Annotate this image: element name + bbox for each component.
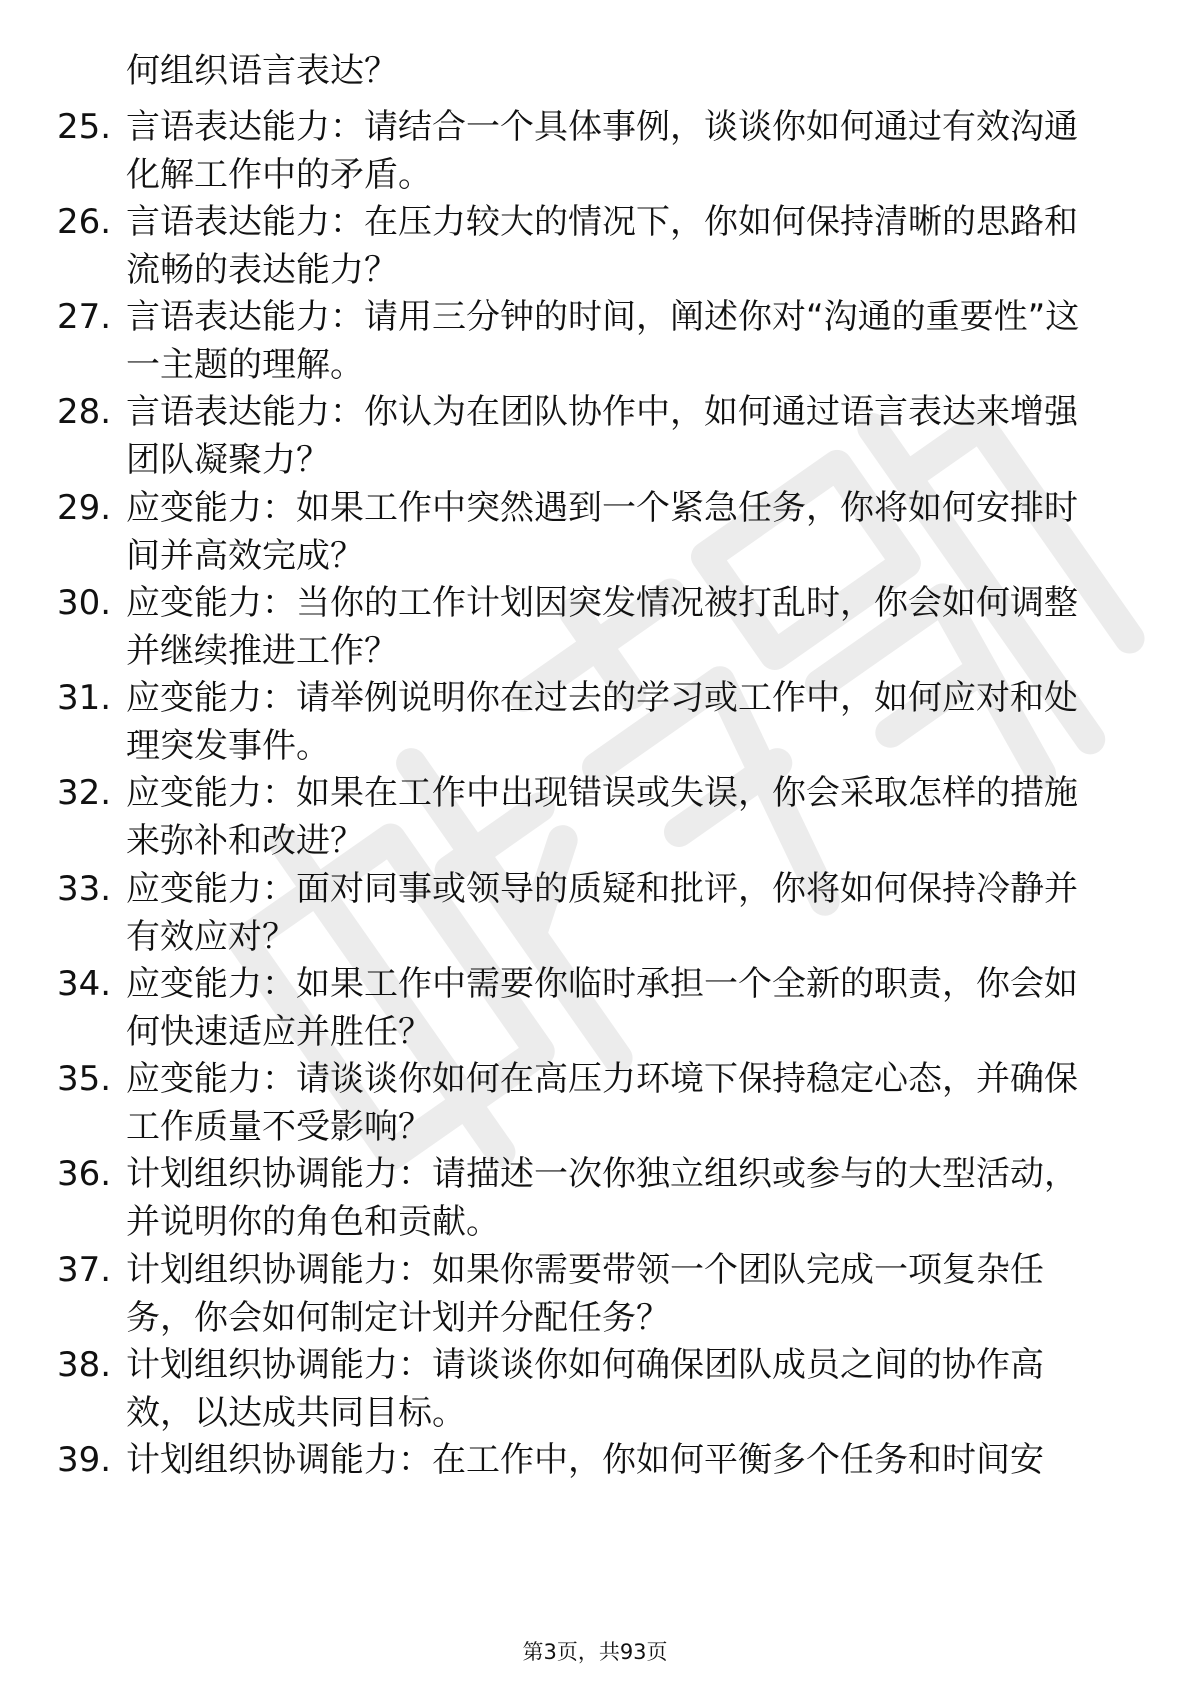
item-line: 何快速适应并胜任？ [126,1012,432,1052]
item-line: 工作质量不受影响？ [126,1107,432,1147]
item-line: 间并高效完成？ [126,536,364,576]
item-line: 务，你会如何制定计划并分配任务？ [126,1298,670,1338]
item-line: 言语表达能力：在压力较大的情况下，你如何保持清晰的思路和 [126,202,1078,242]
item-number: 34. [57,964,112,1004]
item-number: 37. [57,1250,112,1290]
item-line: 计划组织协调能力：在工作中，你如何平衡多个任务和时间安 [126,1440,1044,1480]
item-line: 效，以达成共同目标。 [126,1393,466,1433]
page-footer: 第3页，共93页 [522,1640,668,1664]
item-line: 言语表达能力：你认为在团队协作中，如何通过语言表达来增强 [126,392,1078,432]
item-line: 来弥补和改进？ [126,821,364,861]
item-text [126,484,1116,580]
item-text [126,293,1116,389]
item-line: 化解工作中的矛盾。 [126,155,432,195]
item-number: 27. [57,297,112,337]
item-text [126,198,1116,294]
item-line: 计划组织协调能力：请谈谈你如何确保团队成员之间的协作高 [126,1345,1044,1385]
item-line: 有效应对？ [126,917,296,957]
item-text [126,1341,1116,1437]
item-text [126,674,1116,770]
item-line: 言语表达能力：请用三分钟的时间，阐述你对“沟通的重要性”这 [126,297,1080,337]
item-text [126,579,1116,675]
item-line: 并继续推进工作？ [126,631,398,671]
item-line: 应变能力：请谈谈你如何在高压力环境下保持稳定心态，并确保 [126,1059,1078,1099]
item-number: 26. [57,202,112,242]
item-line: 计划组织协调能力：请描述一次你独立组织或参与的大型活动， [126,1154,1078,1194]
item-line: 应变能力：如果在工作中出现错误或失误，你会采取怎样的措施 [126,773,1078,813]
item-text [126,1150,1116,1246]
item-number: 35. [57,1059,112,1099]
item-text [126,388,1116,484]
item-text [126,1246,1116,1342]
item-line: 团队凝聚力？ [126,440,330,480]
continuation-line: 何组织语言表达？ [126,51,398,91]
item-text [126,103,1116,199]
item-number: 32. [57,773,112,813]
item-text [126,769,1116,865]
item-text [126,1055,1116,1151]
item-number: 28. [57,392,112,432]
item-line: 理突发事件。 [126,726,330,766]
item-number: 33. [57,869,112,909]
item-line: 并说明你的角色和贡献。 [126,1202,500,1242]
item-line: 应变能力：面对同事或领导的质疑和批评，你将如何保持冷静并 [126,869,1078,909]
item-line: 流畅的表达能力？ [126,250,398,290]
item-number: 31. [57,678,112,718]
item-text [126,865,1116,961]
item-number: 39. [57,1440,112,1480]
item-line: 应变能力：当你的工作计划因突发情况被打乱时，你会如何调整 [126,583,1078,623]
item-number: 29. [57,488,112,528]
item-line: 应变能力：请举例说明你在过去的学习或工作中，如何应对和处 [126,678,1078,718]
item-number: 38. [57,1345,112,1385]
item-text [126,1436,1116,1484]
item-text [126,960,1116,1056]
item-number: 30. [57,583,112,623]
item-line: 应变能力：如果工作中突然遇到一个紧急任务，你将如何安排时 [126,488,1078,528]
item-number: 36. [57,1154,112,1194]
item-number: 25. [57,107,112,147]
item-line: 计划组织协调能力：如果你需要带领一个团队完成一项复杂任 [126,1250,1044,1290]
item-line: 言语表达能力：请结合一个具体事例，谈谈你如何通过有效沟通 [126,107,1078,147]
item-line: 应变能力：如果工作中需要你临时承担一个全新的职责，你会如 [126,964,1078,1004]
item-line: 一主题的理解。 [126,345,364,385]
